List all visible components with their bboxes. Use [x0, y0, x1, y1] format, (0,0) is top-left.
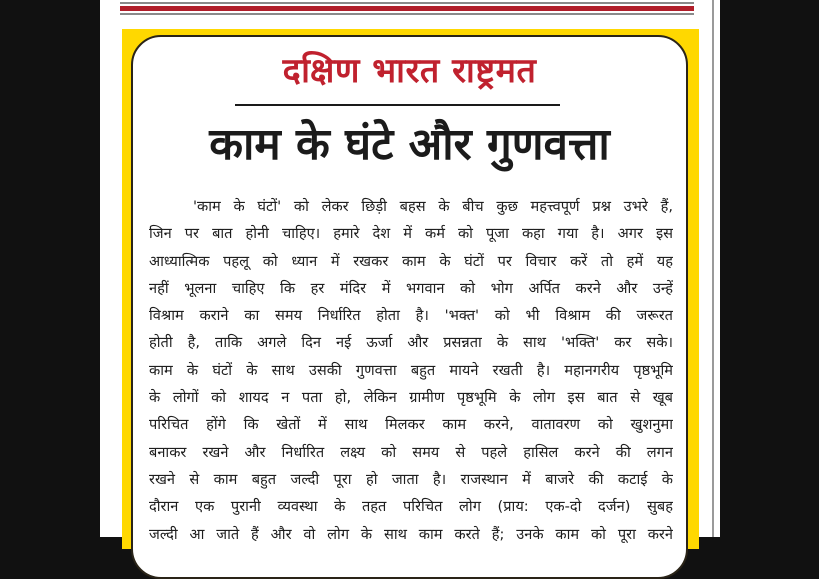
article-headline: काम के घंटे और गुणवत्ता [209, 119, 610, 170]
newspaper-page [100, 0, 720, 543]
editorial-box [131, 35, 688, 579]
body-line: के लोगों को शायद न पता हो, लेकिन ग्रामीण पृष्ठभूमि के लोग इस बात से खूब [149, 389, 673, 407]
page-edge-divider [712, 0, 714, 537]
article-body [149, 193, 673, 548]
body-line: दौरान एक पुरानी व्यवस्था के तहत परिचित लोग (प्राय: एक-दो दर्जन) सुबह [149, 498, 673, 516]
body-line: विश्राम कराने का समय निर्धारित होता है। 'भक्त' को भी विश्राम की जरूरत [149, 307, 673, 325]
body-line: रखने से काम बहुत जल्दी पूरा हो जाता है। राजस्थान में बाजरे की कटाई के [149, 470, 673, 488]
top-grey-rule [120, 2, 694, 4]
body-line: 'काम के घंटों' को लेकर छिड़ी बहस के बीच कुछ महत्त्वपूर्ण प्रश्न उभरे हैं, [193, 198, 673, 215]
body-line: आध्यात्मिक पहलू को ध्यान में रखकर काम के घंटों पर विचार करें तो हमें यह [149, 252, 673, 270]
editorial-frame [122, 29, 699, 549]
body-line: परिचित होंगे कि खेतों में साथ मिलकर काम करने, वातावरण को खुशनुमा [149, 416, 673, 434]
body-line: नहीं भूलना चाहिए कि हर मंदिर में भगवान को भोग अर्पित करने और उन्हें [149, 279, 673, 297]
masthead-title: दक्षिण भारत राष्ट्रमत [282, 51, 537, 91]
bottom-grey-rule [120, 13, 694, 15]
body-line: जिन पर बात होनी चाहिए। हमारे देश में कर्म को पूजा कहा गया है। अगर इस [149, 225, 673, 243]
body-line: जल्दी आ जाते हैं और वो लोग के साथ काम करते हैं; उनके काम को पूरा करने [149, 525, 673, 543]
body-line: बनाकर रखने और निर्धारित लक्ष्य को समय से पहले हासिल करने की लगन [149, 443, 673, 461]
top-red-rule [120, 6, 694, 11]
body-line: काम के घंटों के साथ उसकी गुणवत्ता बहुत मायने रखती है। महानगरीय पृष्ठभूमि [149, 361, 673, 379]
masthead-divider [235, 104, 560, 106]
body-line: होती है, ताकि अगले दिन नई ऊर्जा और प्रसन्नता के साथ 'भक्ति' कर सके। [149, 334, 673, 352]
